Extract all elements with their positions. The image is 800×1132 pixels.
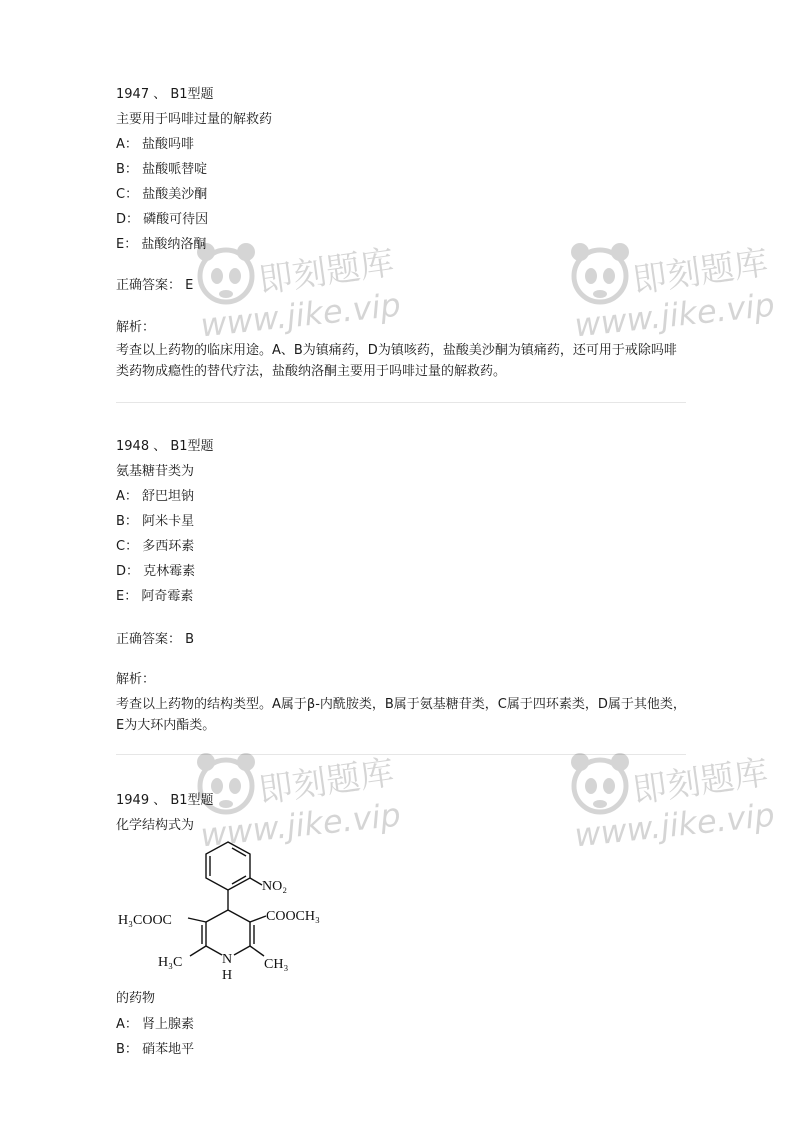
- option-c: [116, 538, 194, 556]
- answer-value: E: [185, 278, 194, 293]
- option-label: A：: [116, 489, 138, 504]
- option-a: [116, 488, 194, 506]
- option-b: [116, 1041, 194, 1059]
- answer-label: 正确答案：: [116, 632, 182, 647]
- question-stem: 主要用于吗啡过量的解救药: [116, 112, 273, 127]
- right-methyl-label: CH₃: [264, 957, 289, 972]
- option-text: 磷酸可待因: [143, 212, 209, 227]
- option-text: 盐酸吗啡: [142, 137, 195, 152]
- option-text: 盐酸美沙酮: [142, 187, 208, 202]
- option-label: E：: [116, 237, 138, 252]
- watermark-url: www.jike.vip: [572, 285, 777, 345]
- question-stem: 化学结构式为: [116, 818, 195, 833]
- option-label: B：: [116, 1042, 138, 1057]
- option-text: 硝苯地平: [142, 1042, 195, 1057]
- option-text: 舒巴坦钠: [142, 489, 195, 504]
- question-header: 1947 、 B1型题: [116, 87, 214, 102]
- watermark-url: www.jike.vip: [198, 795, 403, 855]
- question-divider: [116, 402, 686, 403]
- chemical-structure-diagram: [116, 838, 336, 988]
- option-label: D：: [116, 212, 140, 227]
- question-header: 1948 、 B1型题: [116, 439, 214, 454]
- option-label: C：: [116, 539, 139, 554]
- option-label: E：: [116, 589, 138, 604]
- option-text: 克林霉素: [143, 564, 196, 579]
- analysis-text: 考查以上药物的结构类型。A属于β-内酰胺类，B属于氨基糖苷类，C属于四环素类，D属于其他类，E为大环内酯类。: [116, 697, 686, 733]
- option-e: [116, 236, 206, 254]
- option-text: 阿奇霉素: [141, 589, 194, 604]
- ring-hydrogen-label: H: [222, 968, 233, 983]
- option-text: 盐酸哌替啶: [142, 162, 208, 177]
- question-1947: [116, 86, 686, 386]
- question-divider: [116, 754, 686, 755]
- analysis-label: 解析：: [116, 320, 156, 335]
- option-b: [116, 161, 207, 179]
- option-text: 多西环素: [142, 539, 195, 554]
- option-e: [116, 588, 193, 606]
- right-ester-label: COOCH₃: [266, 909, 320, 924]
- ring-nitrogen-label: N: [222, 952, 233, 967]
- option-text: 肾上腺素: [142, 1017, 195, 1032]
- watermark-url: www.jike.vip: [572, 795, 777, 855]
- left-methyl-label: H₃C: [158, 955, 183, 970]
- nitro-group-label: NO₂: [262, 879, 288, 894]
- option-d: [116, 211, 208, 229]
- option-a: [116, 1016, 194, 1034]
- analysis-label: 解析：: [116, 672, 156, 687]
- option-label: D：: [116, 564, 140, 579]
- correct-answer: [116, 277, 193, 295]
- left-ester-label: H₃COOC: [118, 913, 172, 928]
- analysis-text: 考查以上药物的临床用途。A、B为镇痛药，D为镇咳药，盐酸美沙酮为镇痛药，还可用于戒除吗啡类药物成瘾性的替代疗法，盐酸纳洛酮主要用于吗啡过量的解救药。: [116, 343, 677, 379]
- option-label: C：: [116, 187, 139, 202]
- question-header: 1949 、 B1型题: [116, 793, 214, 808]
- option-label: A：: [116, 137, 138, 152]
- question-stem: 氨基糖苷类为: [116, 464, 195, 479]
- option-d: [116, 563, 195, 581]
- watermark-brand: 即刻题库: [630, 752, 771, 812]
- option-label: B：: [116, 514, 138, 529]
- question-stem-continued: 的药物: [116, 991, 156, 1006]
- benzene-ring: [206, 842, 250, 890]
- option-text: 阿米卡星: [142, 514, 195, 529]
- watermark-brand: 即刻题库: [256, 752, 397, 812]
- option-a: [116, 136, 194, 154]
- watermark-url: www.jike.vip: [198, 285, 403, 345]
- correct-answer: [116, 631, 194, 649]
- watermark-brand: 即刻题库: [630, 242, 771, 302]
- answer-value: B: [185, 632, 195, 647]
- watermark-brand: 即刻题库: [256, 242, 397, 302]
- option-b: [116, 513, 194, 531]
- option-c: [116, 186, 207, 204]
- option-label: B：: [116, 162, 138, 177]
- question-1948: [116, 438, 686, 738]
- option-text: 盐酸纳洛酮: [141, 237, 207, 252]
- option-label: A：: [116, 1017, 138, 1032]
- answer-label: 正确答案：: [116, 278, 182, 293]
